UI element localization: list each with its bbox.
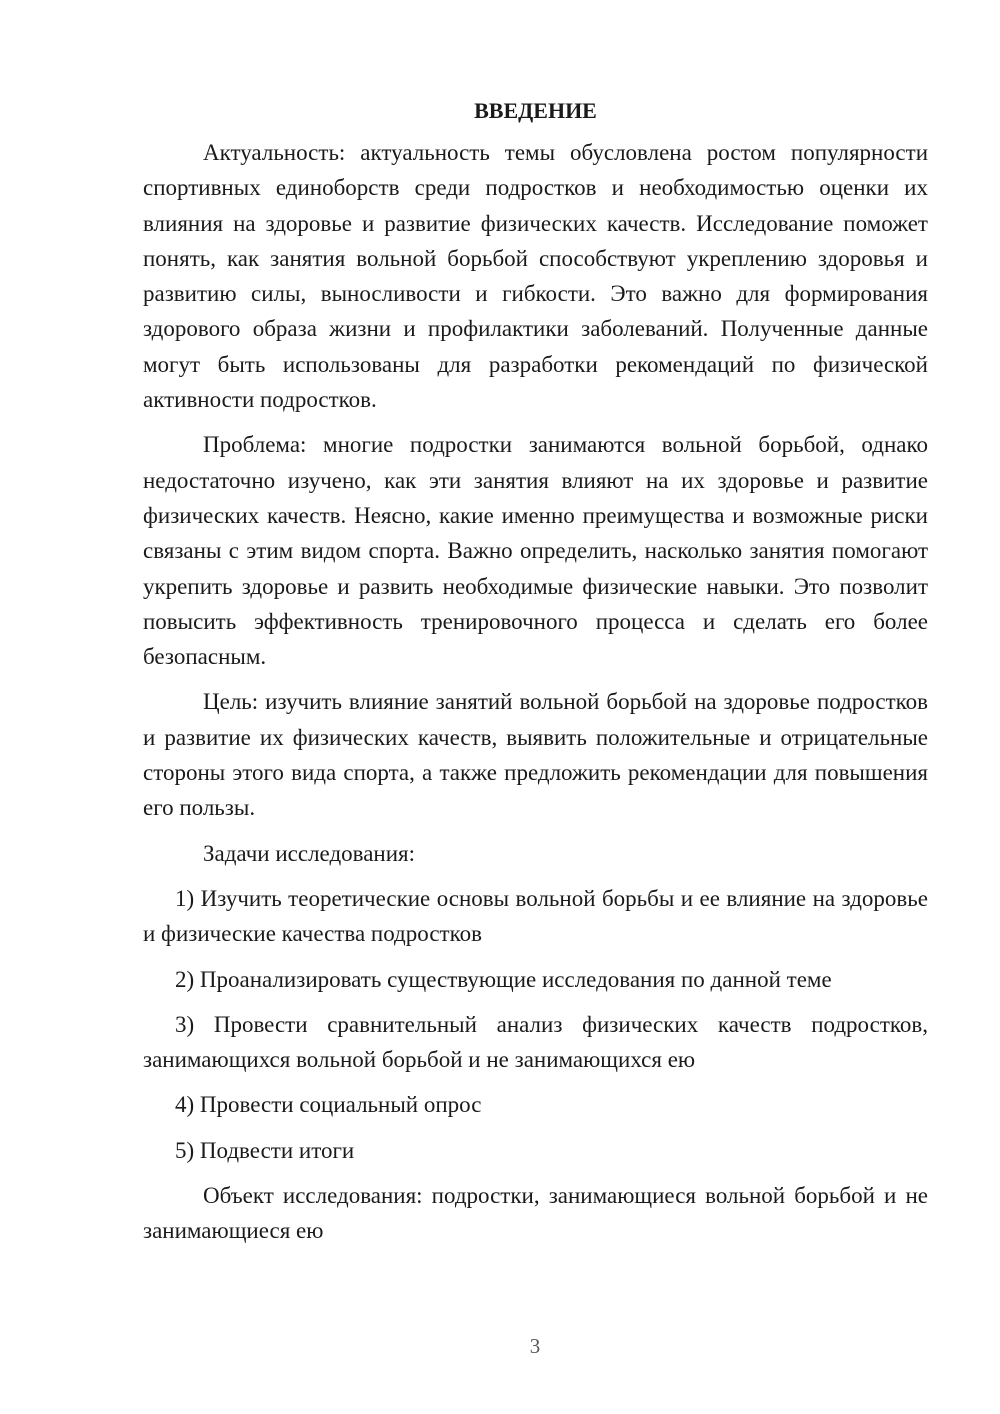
task-item-4: 4) Провести социальный опрос	[175, 1092, 482, 1118]
paragraph-relevance: Актуальность: актуальность темы обусловлена ростом популярности спортивных единоборств среди подростков и необходимостью оценки их влияния на здоровье и развитие физических качеств. Исследование поможет понять, как занятия вольной борьбой способствуют укреплению здоровья и развитию силы, выносливости и гибкости. Это важно для формирования здорового образа жизни и профилактики заболеваний. Полученные данные могут быть использованы для разработки рекомендаций по физической активности подростков.	[143, 140, 928, 413]
paragraph-object: Объект исследования: подростки, занимающиеся вольной борьбой и не занимающиеся ею	[143, 1183, 928, 1244]
task-item-3: 3) Провести сравнительный анализ физических качеств подростков, занимающихся вольной борьбой и не занимающихся ею	[143, 1011, 928, 1073]
paragraph-tasks-heading: Задачи исследования:	[203, 840, 416, 866]
section-title: ВВЕДЕНИЕ	[474, 98, 597, 123]
task-item-2: 2) Проанализировать существующие исследования по данной теме	[175, 966, 832, 992]
task-item-5: 5) Подвести итоги	[175, 1137, 355, 1163]
page-number: 3	[529, 1334, 541, 1358]
task-item-1: 1) Изучить теоретические основы вольной борьбы и ее влияние на здоровье и физические качества подростков	[143, 885, 928, 947]
paragraph-goal: Цель: изучить влияние занятий вольной борьбой на здоровье подростков и развитие их физических качеств, выявить положительные и отрицательные стороны этого вида спорта, а также предложить рекомендации для повышения его пользы.	[143, 689, 928, 821]
page-content	[143, 96, 928, 1259]
paragraph-problem: Проблема: многие подростки занимаются вольной борьбой, однако недостаточно изучено, как эти занятия влияют на их здоровье и развитие физических качеств. Неясно, какие именно преимущества и возможные риски связаны с этим видом спорта. Важно определить, насколько занятия помогают укрепить здоровье и развить необходимые физические навыки. Это позволит повысить эффективность тренировочного процесса и сделать его более безопасным.	[143, 432, 928, 670]
